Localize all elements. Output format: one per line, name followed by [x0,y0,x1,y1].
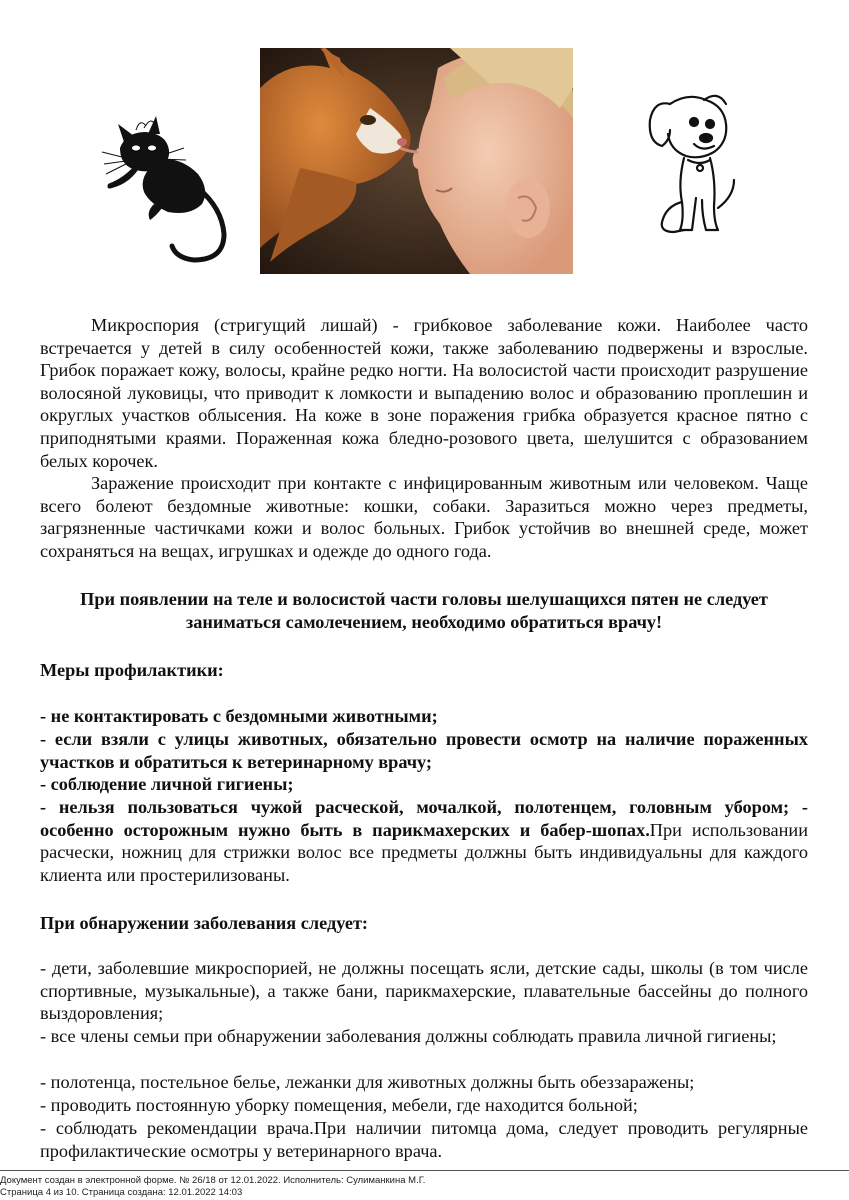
black-cat-icon [98,108,232,264]
dog-sketch-icon [644,90,740,238]
prevention-item-2: - если взяли с улицы животных, обязательно провести осмотр на наличие пораженных участков и обратиться к ветеринарному врачу; [40,729,808,772]
detection-item-2: - все члены семьи при обнаружении заболевания должны соблюдать правила личной гигиены; [40,1026,777,1046]
prevention-heading: Меры профилактики: [40,660,224,680]
prevention-item-4-bold: - нельзя пользоваться чужой расческой, мочалкой, полотенцем, головным убором; - особенно осторожным нужно быть в парикмахерских и бабер-шопах. [40,797,808,840]
detection-item-5: - соблюдать рекомендации врача.При наличии питомца дома, следует проводить регулярные профилактические осмотры у ветеринарного врача. [40,1118,808,1161]
intro-paragraph-1: Микроспория (стригущий лишай) - грибковое заболевание кожи. Наиболее часто встречается у детей в силу особенностей кожи, также заболеванию подвержены и взрослые. Грибок поражает кожу, волосы, крайне редко ногти. На волосистой части происходит разрушение волосяной луковицы, что приводит к ломкости и выпадению волос и образованию проплешин и округлых участков облысения. На коже в зоне поражения грибка образуется красное пятно с приподнятыми краями. Пораженная кожа бледно-розового цвета, шелушится с образованием белых корочек. [40,315,808,471]
footer-line-2: Страница 4 из 10. Страница создана: 12.01.2022 14:03 [0,1187,243,1198]
detection-item-4: - проводить постоянную уборку помещения, мебели, где находится больной; [40,1095,638,1115]
prevention-item-4-rest: При использовании расчески, ножниц для стрижки волос все предметы должны быть индивидуальны для каждого клиента или простерилизованы. [40,819,808,885]
cat-and-child-photo [260,48,573,274]
detection-item-3: - полотенца, постельное белье, лежанки для животных должны быть обеззаражены; [40,1072,695,1092]
intro-paragraph-2: Заражение происходит при контакте с инфицированным животным или человеком. Чаще всего болеют бездомные животные: кошки, собаки. Заразиться можно через предметы, загрязненные частичками кожи и волос больных. Грибок устойчив во внешней среде, может сохраняться на вещах, игрушках и одежде до одного года. [40,473,808,561]
footer-line-1: Документ создан в электронной форме. № 26/18 от 12.01.2022. Исполнитель: Сулиманкина М.Г. [0,1175,426,1186]
warning-text: При появлении на теле и волосистой части головы шелушащихся пятен не следует заниматься самолечением, необходимо обратиться врачу! [80,589,768,632]
footer-divider [0,1170,849,1171]
prevention-item-1: - не контактировать с бездомными животными; [40,706,438,726]
detection-heading: При обнаружении заболевания следует: [40,913,369,933]
prevention-item-4 [40,796,808,886]
prevention-item-3: - соблюдение личной гигиены; [40,774,294,794]
detection-item-1: - дети, заболевшие микроспорией, не должны посещать ясли, детские сады, школы (в том числе спортивные, музыкальные), а также бани, парикмахерские, плавательные бассейны до полного выздоровления; [40,958,808,1024]
